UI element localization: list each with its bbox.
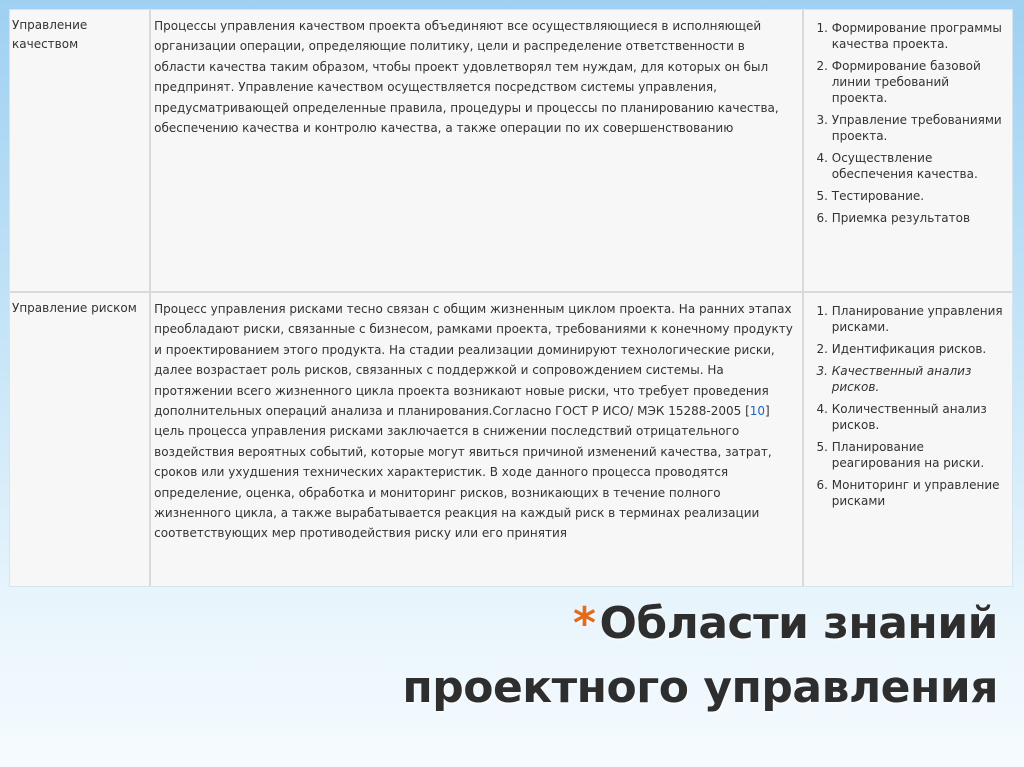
area-description-cell: Процессы управления качеством проекта объединяют все осуществляющиеся в исполняющей организации операции, определяющие политику, цели и распределение ответственности в области качества таким образом, чтобы проект удовлетворял тем нуждам, для которых он был предпринят. Управление качеством осуществляется посредством системы управления, предусматривающей определенные правила, процедуры и процессы по планированию качества, обеспечению качества и контролю качества, а также операции по их совершенствованию — [150, 10, 803, 292]
area-steps-cell — [803, 292, 1012, 586]
area-name-cell: Управление качеством — [10, 10, 150, 292]
slide-title-text-1: Области знаний — [599, 598, 998, 649]
table-row-risk — [10, 292, 1012, 586]
area-name-cell: Управление риском — [10, 292, 150, 586]
list-item: 3. Качественный анализ рисков. — [832, 363, 1008, 395]
list-item: 6. Мониторинг и управление рисками — [832, 477, 1008, 509]
reference-link[interactable]: 10 — [749, 404, 766, 419]
area-steps-cell — [803, 10, 1012, 292]
steps-list — [808, 20, 1008, 226]
list-item: 6. Приемка результатов — [832, 210, 1008, 226]
knowledge-areas-table-card — [10, 10, 1012, 586]
list-item: 2. Формирование базовой линии требований проекта. — [832, 58, 1008, 106]
asterisk-bullet-icon: * — [572, 598, 596, 649]
list-item: 2. Идентификация рисков. — [832, 341, 1008, 357]
list-item: 3. Управление требованиями проекта. — [832, 112, 1008, 144]
table-row-quality — [10, 10, 1012, 292]
knowledge-areas-table — [10, 10, 1012, 586]
slide-title — [298, 592, 998, 720]
description-text-part: ] цель процесса управления рисками заключается в снижении последствий отрицательного воздействия вероятных событий, которые могут явиться причиной изменений качества, затрат, сроков или ухудшения технических характеристик. В ходе данного процесса проводятся определение, оценка, обработка и мониторинг рисков, возникающих в течение полного жизненного цикла, а также вырабатывается реакция на каждый риск в терминах реализации соответствующих мер противодействия риску или его принятия — [154, 404, 772, 541]
list-item: 1. Формирование программы качества проекта. — [832, 20, 1008, 52]
list-item: 1. Планирование управления рисками. — [832, 303, 1008, 335]
steps-list — [808, 303, 1008, 509]
list-item: 5. Планирование реагирования на риски. — [832, 439, 1008, 471]
area-description-cell — [150, 292, 803, 586]
slide-title-line-2: проектного управления — [402, 662, 998, 713]
description-text-part: Процесс управления рисками тесно связан с общим жизненным циклом проекта. На ранних этапах преобладают риски, связанные с бизнесом, рамками проекта, требованиями к конечному продукту и проектированием этого продукта. На стадии реализации доминируют технологические риски, далее возрастает роль рисков, связанных с поддержкой и сопровождением системы. На протяжении всего жизненного цикла проекта возникают новые риски, что требует проведения дополнительных операций анализа и планирования.Согласно ГОСТ Р ИСО/ МЭК 15288-2005 [ — [154, 302, 793, 419]
slide-title-line-1 — [298, 592, 998, 656]
list-item: 4. Количественный анализ рисков. — [832, 401, 1008, 433]
list-item: 4. Осуществление обеспечения качества. — [832, 150, 1008, 182]
list-item: 5. Тестирование. — [832, 188, 1008, 204]
